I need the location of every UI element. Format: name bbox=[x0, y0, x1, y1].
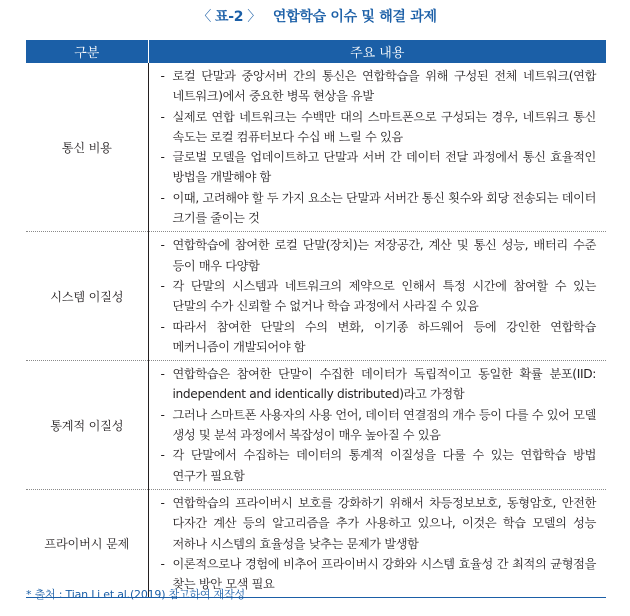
list-item: - 연합학습의 프라이버시 보호를 강화하기 위해서 차등정보보호, 동형암호, 안전한 다자간 계산 등의 알고리즘을 추가 사용하고 있으나, 이것은 학습 모델의 성능 저하나 시스템의 효율성을 낮추는 문제가 발생함 bbox=[161, 493, 597, 554]
row-category: 통계적 이질성 bbox=[26, 361, 148, 490]
list-item: - 실제로 연합 네트워크는 수백만 대의 스마트폰으로 구성되는 경우, 네트워크 통신 속도는 로컬 컴퓨터보다 수십 배 느릴 수 있음 bbox=[161, 107, 597, 148]
list-item: - 연합학습은 참여한 단말이 수집한 데이터가 독립적이고 동일한 확률 분포(IID: independent and identically distributed)라고 가정함 bbox=[161, 364, 597, 405]
table-title: 연합학습 이슈 및 해결 과제 bbox=[272, 9, 437, 25]
caption-open-bracket: 〈 bbox=[197, 9, 212, 25]
table-caption bbox=[0, 0, 630, 34]
row-category: 통신 비용 bbox=[26, 63, 148, 232]
list-item: - 각 단말의 시스템과 네트워크의 제약으로 인해서 특정 시간에 참여할 수 있는 단말의 수가 신뢰할 수 없거나 학습 과정에서 사라질 수 있음 bbox=[161, 276, 597, 317]
row-content bbox=[148, 63, 606, 232]
list-item: - 로컬 단말과 중앙서버 간의 통신은 연합학습을 위해 구성된 전체 네트워크(연합 네트워크)에서 중요한 병목 현상을 유발 bbox=[161, 66, 597, 107]
header-content: 주요 내용 bbox=[148, 40, 606, 63]
row-category: 프라이버시 문제 bbox=[26, 489, 148, 597]
table-row bbox=[26, 63, 606, 232]
list-item: - 글로벌 모델을 업데이트하고 단말과 서버 간 데이터 전달 과정에서 통신 효율적인 방법을 개발해야 함 bbox=[161, 147, 597, 188]
source-note: * 출처 : Tian Li et al.(2019) 참고하여 재작성 bbox=[26, 588, 245, 601]
row-content bbox=[148, 489, 606, 597]
list-item: - 그러나 스마트폰 사용자의 사용 언어, 데이터 연결점의 개수 등이 다를 수 있어 모델 생성 및 분석 과정에서 복잡성이 매우 높아질 수 있음 bbox=[161, 405, 597, 446]
list-item: - 연합학습에 참여한 로컬 단말(장치)는 저장공간, 계산 및 통신 성능, 배터리 수준 등이 매우 다양함 bbox=[161, 235, 597, 276]
row-content bbox=[148, 361, 606, 490]
bullet-list bbox=[149, 361, 607, 489]
table-row bbox=[26, 232, 606, 361]
table-header-row bbox=[26, 40, 606, 63]
header-category: 구분 bbox=[26, 40, 148, 63]
row-content bbox=[148, 232, 606, 361]
caption-close-bracket: 〉 bbox=[247, 9, 261, 25]
table-row bbox=[26, 361, 606, 490]
list-item: - 각 단말에서 수집하는 데이터의 통계적 이질성을 다룰 수 있는 연합학습 방법 연구가 필요함 bbox=[161, 445, 597, 486]
list-item: - 따라서 참여한 단말의 수의 변화, 이기종 하드웨어 등에 강인한 연합학습 메커니즘이 개발되어야 함 bbox=[161, 317, 597, 358]
row-category: 시스템 이질성 bbox=[26, 232, 148, 361]
list-item: - 이때, 고려해야 할 두 가지 요소는 단말과 서버간 통신 횟수와 회당 전송되는 데이터 크기를 줄이는 것 bbox=[161, 188, 597, 229]
bullet-list bbox=[149, 232, 607, 360]
list-item: - 이론적으로나 경험에 비추어 프라이버시 강화와 시스템 효율성 간 최적의 균형점을 찾는 방안 모색 필요 bbox=[161, 554, 597, 595]
bullet-list bbox=[149, 490, 607, 597]
issues-table bbox=[26, 40, 606, 598]
table-row bbox=[26, 489, 606, 597]
table-number: 표-2 bbox=[215, 9, 244, 25]
bullet-list bbox=[149, 63, 607, 231]
